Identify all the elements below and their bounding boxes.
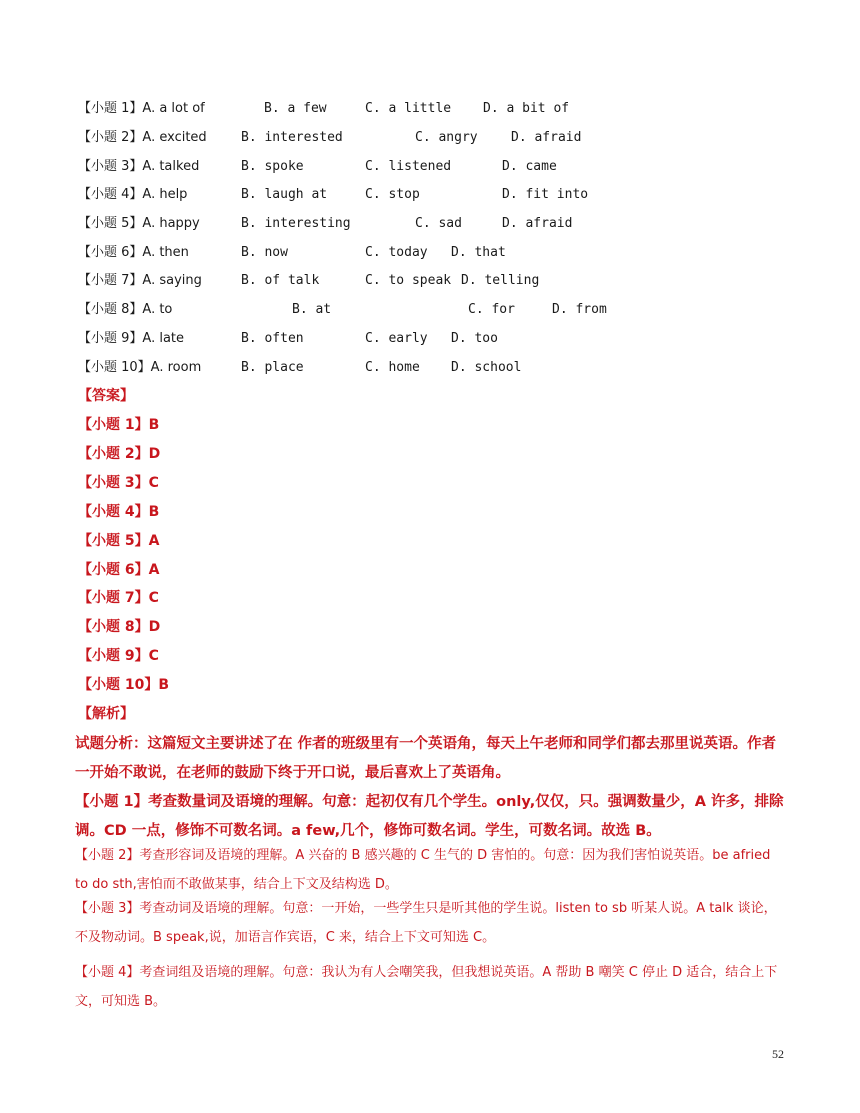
question-label: 【小题 7】A. saying	[78, 273, 202, 288]
question-label: 【小题 4】A. help	[78, 187, 188, 202]
question-label: 【小题 2】A. excited	[78, 130, 207, 145]
analysis-heading: 【解析】	[78, 706, 134, 722]
option-c: C. listened	[365, 159, 452, 174]
page-number: 52	[772, 1047, 784, 1061]
analysis-item: 【小题 2】考查形容词及语境的理解。A 兴奋的 B 感兴趣的 C 生气的 D 害怕的。句意：因为我们害怕说英语。be afried to do sth,害怕而不敢做某事，结合上下文及结构选 D。	[75, 848, 771, 892]
option-b: B. interesting	[241, 216, 351, 231]
option-c: C. home	[365, 360, 420, 375]
answer-item: 【小题 8】D	[78, 619, 161, 635]
option-b: B. spoke	[241, 159, 304, 174]
option-b: B. now	[241, 245, 288, 260]
question-label: 【小题 10】A. room	[78, 360, 202, 375]
option-d: D. a bit of	[483, 101, 570, 116]
option-b: B. place	[241, 360, 304, 375]
option-b: B. of talk	[241, 273, 320, 288]
option-c: C. today	[365, 245, 428, 260]
option-c: C. to speak	[365, 273, 452, 288]
analysis-item: 【小题 1】考查数量词及语境的理解。句意：起初仅有几个学生。only,仅仅，只。强调数量少，A 许多，排除调。CD 一点，修饰不可数名词。a few,几个，修饰可数名词。学生，可数名词。故选 B。	[75, 794, 784, 839]
option-d: D. too	[451, 331, 498, 346]
question-label: 【小题 3】A. talked	[78, 159, 200, 174]
option-b: B. at	[292, 302, 332, 317]
option-b: B. interested	[241, 130, 343, 145]
option-d: D. from	[552, 302, 607, 317]
answer-item: 【小题 5】A	[78, 533, 160, 549]
option-c: C. a little	[365, 101, 452, 116]
option-b: B. a few	[264, 101, 327, 116]
option-d: D. came	[502, 159, 557, 174]
question-label: 【小题 1】A. a lot of	[78, 101, 205, 116]
answer-item: 【小题 4】B	[78, 504, 160, 520]
option-c: C. early	[365, 331, 428, 346]
question-label: 【小题 8】A. to	[78, 302, 173, 317]
option-c: C. angry	[415, 130, 478, 145]
option-c: C. for	[468, 302, 515, 317]
option-b: B. laugh at	[241, 187, 328, 202]
answer-item: 【小题 3】C	[78, 475, 159, 491]
answer-item: 【小题 9】C	[78, 648, 159, 664]
analysis-item: 【小题 3】考查动词及语境的理解。句意：一开始，一些学生只是听其他的学生说。listen to sb 听某人说。A talk 谈论，不及物动词。B speak,说，加语言作宾语，C 来，结合上下文可知选 C。	[75, 901, 777, 945]
analysis-item: 【小题 4】考查词组及语境的理解。句意：我认为有人会嘲笑我，但我想说英语。A 帮助 B 嘲笑 C 停止 D 适合，结合上下文，可知选 B。	[75, 965, 778, 1009]
option-d: D. school	[451, 360, 522, 375]
option-d: D. afraid	[502, 216, 573, 231]
answer-item: 【小题 10】B	[78, 677, 170, 693]
option-d: D. afraid	[511, 130, 582, 145]
question-label: 【小题 6】A. then	[78, 245, 189, 260]
option-c: C. stop	[365, 187, 420, 202]
option-d: D. telling	[461, 273, 540, 288]
analysis-summary: 试题分析：这篇短文主要讲述了在 作者的班级里有一个英语角，每天上午老师和同学们都去那里说英语。作者一开始不敢说，在老师的鼓励下终于开口说，最后喜欢上了英语角。	[75, 736, 777, 781]
option-b: B. often	[241, 331, 304, 346]
option-d: D. that	[451, 245, 506, 260]
option-c: C. sad	[415, 216, 462, 231]
answer-item: 【小题 1】B	[78, 417, 160, 433]
answer-item: 【小题 7】C	[78, 590, 159, 606]
answer-heading: 【答案】	[78, 388, 134, 404]
option-d: D. fit into	[502, 187, 589, 202]
question-label: 【小题 5】A. happy	[78, 216, 200, 231]
answer-item: 【小题 6】A	[78, 562, 160, 578]
answer-item: 【小题 2】D	[78, 446, 161, 462]
question-label: 【小题 9】A. late	[78, 331, 185, 346]
